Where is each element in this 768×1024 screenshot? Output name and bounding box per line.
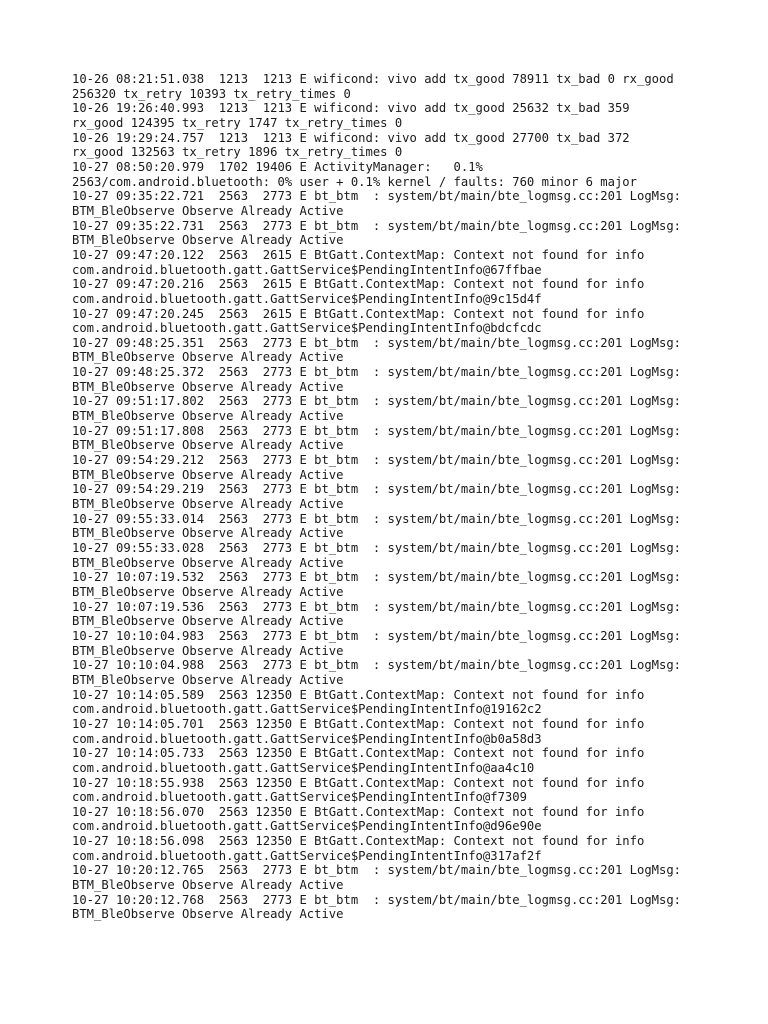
log-line: 10-27 09:47:20.122 2563 2615 E BtGatt.ContextMap: Context not found for info	[72, 247, 645, 262]
log-line: 10-27 09:55:33.028 2563 2773 E bt_btm : system/bt/main/bte_logmsg.cc:201 LogMsg:	[72, 541, 682, 555]
log-line: 10-27 10:07:19.532 2563 2773 E bt_btm : system/bt/main/bte_logmsg.cc:201 LogMsg:	[72, 570, 682, 585]
log-line: BTM_BleObserve Observe Already Active	[72, 497, 344, 512]
log-line: 10-27 09:51:17.808 2563 2773 E bt_btm : system/bt/main/bte_logmsg.cc:201 LogMsg:	[72, 423, 682, 438]
log-line: com.android.bluetooth.gatt.GattService$PendingIntentInfo@aa4c10	[72, 760, 535, 775]
log-document	[72, 72, 712, 922]
log-line: 10-27 10:18:55.938 2563 12350 E BtGatt.ContextMap: Context not found for info	[72, 775, 645, 790]
log-line: com.android.bluetooth.gatt.GattService$PendingIntentInfo@67ffbae	[72, 262, 542, 277]
log-line: 10-27 10:14:05.701 2563 12350 E BtGatt.ContextMap: Context not found for info	[72, 716, 645, 731]
log-line: 10-27 10:18:56.070 2563 12350 E BtGatt.ContextMap: Context not found for info	[72, 804, 645, 819]
log-line: BTM_BleObserve Observe Already Active	[72, 584, 344, 599]
log-line: 10-26 19:29:24.757 1213 1213 E wificond: vivo add tx_good 27700 tx_bad 372	[72, 130, 630, 145]
log-line: 10-27 09:54:29.219 2563 2773 E bt_btm : system/bt/main/bte_logmsg.cc:201 LogMsg:	[72, 482, 682, 497]
log-line: BTM_BleObserve Observe Already Active	[72, 233, 344, 248]
log-line: BTM_BleObserve Observe Already Active	[72, 555, 344, 570]
log-line: BTM_BleObserve Observe Already Active	[72, 350, 344, 365]
log-line: com.android.bluetooth.gatt.GattService$PendingIntentInfo@317af2f	[72, 848, 542, 863]
log-line: BTM_BleObserve Observe Already Active	[72, 438, 344, 453]
log-line: 10-27 10:10:04.988 2563 2773 E bt_btm : system/bt/main/bte_logmsg.cc:201 LogMsg:	[72, 658, 682, 673]
log-line: 256320 tx_retry 10393 tx_retry_times 0	[72, 86, 351, 101]
log-line: com.android.bluetooth.gatt.GattService$PendingIntentInfo@19162c2	[72, 702, 542, 717]
log-line: BTM_BleObserve Observe Already Active	[72, 203, 344, 218]
log-line: BTM_BleObserve Observe Already Active	[72, 907, 344, 922]
log-line: 10-27 10:07:19.536 2563 2773 E bt_btm : system/bt/main/bte_logmsg.cc:201 LogMsg:	[72, 599, 682, 614]
log-line: com.android.bluetooth.gatt.GattService$PendingIntentInfo@9c15d4f	[72, 291, 542, 306]
log-line: 10-26 19:26:40.993 1213 1213 E wificond: vivo add tx_good 25632 tx_bad 359	[72, 101, 630, 116]
log-line: BTM_BleObserve Observe Already Active	[72, 878, 344, 893]
log-line: 10-27 10:14:05.589 2563 12350 E BtGatt.ContextMap: Context not found for info	[72, 687, 645, 702]
log-line: 10-26 08:21:51.038 1213 1213 E wificond: vivo add tx_good 78911 tx_bad 0 rx_good	[72, 72, 674, 86]
log-line: com.android.bluetooth.gatt.GattService$PendingIntentInfo@d96e90e	[72, 819, 542, 834]
log-line: 10-27 10:18:56.098 2563 12350 E BtGatt.ContextMap: Context not found for info	[72, 834, 645, 849]
log-line: 10-27 09:47:20.216 2563 2615 E BtGatt.ContextMap: Context not found for info	[72, 277, 645, 292]
log-line: 10-27 10:14:05.733 2563 12350 E BtGatt.ContextMap: Context not found for info	[72, 746, 645, 761]
log-line: 10-27 10:20:12.765 2563 2773 E bt_btm : system/bt/main/bte_logmsg.cc:201 LogMsg:	[72, 863, 682, 878]
log-line: rx_good 132563 tx_retry 1896 tx_retry_times 0	[72, 145, 403, 160]
log-line: BTM_BleObserve Observe Already Active	[72, 409, 344, 424]
log-line: 10-27 09:47:20.245 2563 2615 E BtGatt.ContextMap: Context not found for info	[72, 306, 645, 321]
log-line: rx_good 124395 tx_retry 1747 tx_retry_times 0	[72, 115, 403, 130]
log-line: BTM_BleObserve Observe Already Active	[72, 379, 344, 394]
log-line: 10-27 09:35:22.721 2563 2773 E bt_btm : system/bt/main/bte_logmsg.cc:201 LogMsg:	[72, 189, 682, 204]
log-line: BTM_BleObserve Observe Already Active	[72, 643, 344, 658]
log-line: BTM_BleObserve Observe Already Active	[72, 467, 344, 482]
log-line: com.android.bluetooth.gatt.GattService$PendingIntentInfo@b0a58d3	[72, 731, 542, 746]
log-line: com.android.bluetooth.gatt.GattService$PendingIntentInfo@f7309	[72, 790, 527, 805]
log-line: 10-27 09:51:17.802 2563 2773 E bt_btm : system/bt/main/bte_logmsg.cc:201 LogMsg:	[72, 394, 682, 409]
log-line: 10-27 09:55:33.014 2563 2773 E bt_btm : system/bt/main/bte_logmsg.cc:201 LogMsg:	[72, 511, 682, 526]
log-line: BTM_BleObserve Observe Already Active	[72, 672, 344, 687]
log-line: 2563/com.android.bluetooth: 0% user + 0.1% kernel / faults: 760 minor 6 major	[72, 174, 637, 189]
log-line: 10-27 10:10:04.983 2563 2773 E bt_btm : system/bt/main/bte_logmsg.cc:201 LogMsg:	[72, 628, 682, 643]
log-line: 10-27 09:35:22.731 2563 2773 E bt_btm : system/bt/main/bte_logmsg.cc:201 LogMsg:	[72, 218, 682, 233]
log-line: com.android.bluetooth.gatt.GattService$PendingIntentInfo@bdcfcdc	[72, 321, 542, 336]
log-line: 10-27 10:20:12.768 2563 2773 E bt_btm : system/bt/main/bte_logmsg.cc:201 LogMsg:	[72, 892, 682, 907]
log-line: 10-27 09:54:29.212 2563 2773 E bt_btm : system/bt/main/bte_logmsg.cc:201 LogMsg:	[72, 453, 682, 468]
log-line: 10-27 09:48:25.372 2563 2773 E bt_btm : system/bt/main/bte_logmsg.cc:201 LogMsg:	[72, 365, 682, 380]
log-line: 10-27 09:48:25.351 2563 2773 E bt_btm : system/bt/main/bte_logmsg.cc:201 LogMsg:	[72, 335, 682, 350]
log-line: BTM_BleObserve Observe Already Active	[72, 526, 344, 541]
log-line: BTM_BleObserve Observe Already Active	[72, 614, 344, 629]
log-line: 10-27 08:50:20.979 1702 19406 E ActivityManager: 0.1%	[72, 159, 483, 174]
